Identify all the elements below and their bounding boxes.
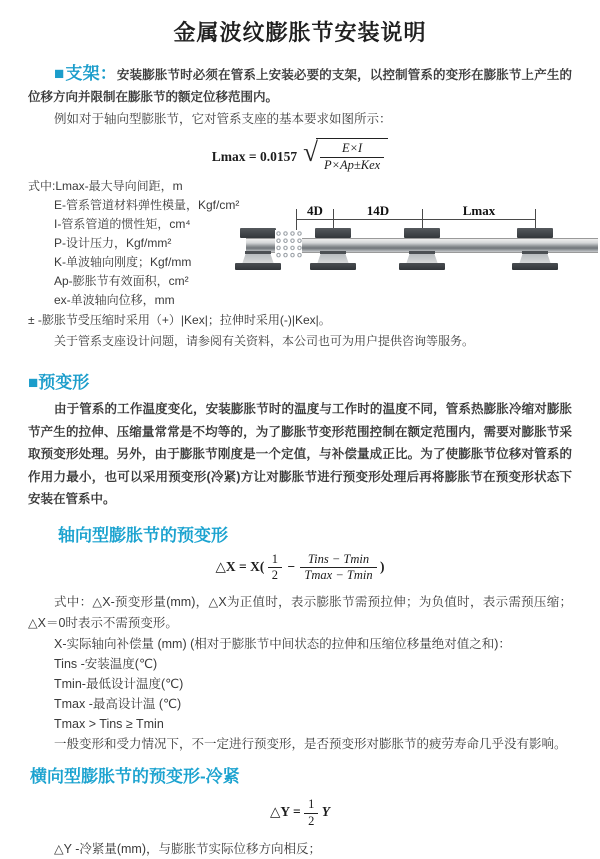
formula-axial-lhs: △X = X( bbox=[215, 558, 265, 574]
pipe-guide-support bbox=[398, 228, 446, 272]
support-section-label bbox=[54, 64, 117, 83]
definition-line: X-实际轴向补偿量 (mm) (相对于膨胀节中间状态的拉伸和压缩位移量绝对值之和)： bbox=[54, 637, 511, 651]
minus-operator: − bbox=[287, 558, 296, 574]
note-consult: 关于管系支座设计问题，请参阅有关资料，本公司也可为用户提供咨询等服务。 bbox=[54, 334, 475, 349]
predeform-heading bbox=[28, 368, 572, 393]
fraction-denominator: P×Ap±Kex bbox=[323, 157, 381, 172]
definition-line: K-单波轴向刚度；Kgf/mm bbox=[54, 255, 192, 270]
fraction-numerator: E×I bbox=[320, 141, 384, 158]
lateral-note: △Y -冷紧量(mm)，与膨胀节实际位移方向相反； bbox=[54, 842, 322, 857]
definition-line: 式中:Lmax-最大导向间距，m bbox=[28, 179, 183, 194]
definition-line: Tmax -最高设计温 (℃) bbox=[54, 697, 182, 711]
pipe-support-diagram bbox=[246, 205, 598, 283]
definition-line: E-管系管道材料弹性模量，Kgf/cm² bbox=[54, 198, 240, 213]
sqrt-sign-icon: √ bbox=[303, 137, 318, 167]
formula-lateral-rhs: Y bbox=[321, 804, 330, 820]
one-half-fraction: $\frac{1}{2}$ bbox=[268, 552, 282, 584]
formula-lateral bbox=[28, 797, 572, 829]
bellows-icon bbox=[275, 230, 302, 259]
lateral-subheading: 横向型膨胀节的预变形-冷紧 bbox=[30, 767, 240, 786]
definition-line: Tmax > Tins ≥ Tmin bbox=[54, 717, 164, 731]
section-marker-icon: ■ bbox=[28, 373, 39, 393]
axial-subheading: 轴向型膨胀节的预变形 bbox=[58, 525, 228, 545]
axial-general-note: 一般变形和受力情况下，不一定进行预变形，是否预变形对膨胀节的疲劳寿命几乎没有影响。 bbox=[54, 737, 567, 751]
axial-shizhong-paragraph: 式中：△X-预变形量(mm)，△X为正值时，表示膨胀节需预拉伸；为负值时，表示需预压缩；△X＝0时表示不需预变形。 bbox=[28, 595, 572, 630]
definitions-region bbox=[28, 177, 572, 310]
dimension-line bbox=[296, 219, 535, 220]
definition-line: ex-单波轴向位移，mm bbox=[54, 293, 175, 308]
support-example-line: 例如对于轴向型膨胀节，它对管系支座的基本要求如图所示： bbox=[54, 112, 392, 126]
formula-lmax-fraction bbox=[320, 141, 384, 173]
page-title: 金属波纹膨胀节安装说明 bbox=[173, 20, 427, 45]
pipe-guide-support bbox=[309, 228, 357, 272]
formula-lateral-lhs: △Y = bbox=[270, 804, 301, 820]
formula-axial bbox=[28, 552, 572, 584]
one-half-fraction: $\frac{1}{2}$ bbox=[304, 797, 318, 829]
pipe-guide-support bbox=[511, 228, 559, 272]
definition-line: Tmin-最低设计温度(℃) bbox=[54, 677, 184, 691]
support-intro-text: 安装膨胀节时必须在管系上安装必要的支架，以控制管系的变形在膨胀节上产生的位移方向并限制在膨胀节的额定位移范围内。 bbox=[28, 68, 572, 104]
formula-lmax-lhs: Lmax = 0.0157 bbox=[211, 149, 298, 164]
sqrt-radical bbox=[303, 138, 388, 173]
definition-line: P-设计压力，Kgf/mm² bbox=[54, 236, 172, 251]
dimension-label-4d: 4D bbox=[304, 204, 326, 218]
definition-line: Tins -安装温度(℃) bbox=[54, 657, 158, 671]
predeform-paragraph: 由于管系的工作温度变化，安装膨胀节时的温度与工作时的温度不同，管系热膨胀冷缩对膨胀节产生的拉伸、压缩量常常是不均等的，为了膨胀节变形范围控制在额定范围内，需要对膨胀节采取预变形处理。另外，由于膨胀节刚度是一个定值，与补偿量成正比。为了使膨胀节位移对管系的作用力最小，也可以采用预变形(冷紧)方让对膨胀节进行预变形处理后再将膨胀节在预变形状态下安装在管系中。 bbox=[28, 402, 572, 507]
definition-line: I-管系管道的惯性矩，cm⁴ bbox=[54, 217, 191, 232]
dimension-label-14d: 14D bbox=[364, 204, 392, 218]
predeform-heading-text: 预变形 bbox=[38, 373, 90, 393]
formula-lmax bbox=[28, 138, 572, 173]
temperature-fraction: $\frac{\text{Tins − Tmin}}{Tmax - Tmin}$ bbox=[300, 552, 376, 584]
section-marker-icon: ■ bbox=[54, 64, 65, 83]
dimension-label-lmax: Lmax bbox=[460, 204, 499, 218]
right-paren: ) bbox=[379, 558, 385, 574]
support-section-label-text: 支架： bbox=[65, 64, 117, 83]
definition-line: Ap-膨胀节有效面积，cm² bbox=[54, 274, 189, 289]
note-plus-minus: ± -膨胀节受压缩时采用（+）|Kex|；拉伸时采用(-)|Kex|。 bbox=[28, 313, 331, 328]
support-intro-paragraph bbox=[28, 63, 572, 108]
